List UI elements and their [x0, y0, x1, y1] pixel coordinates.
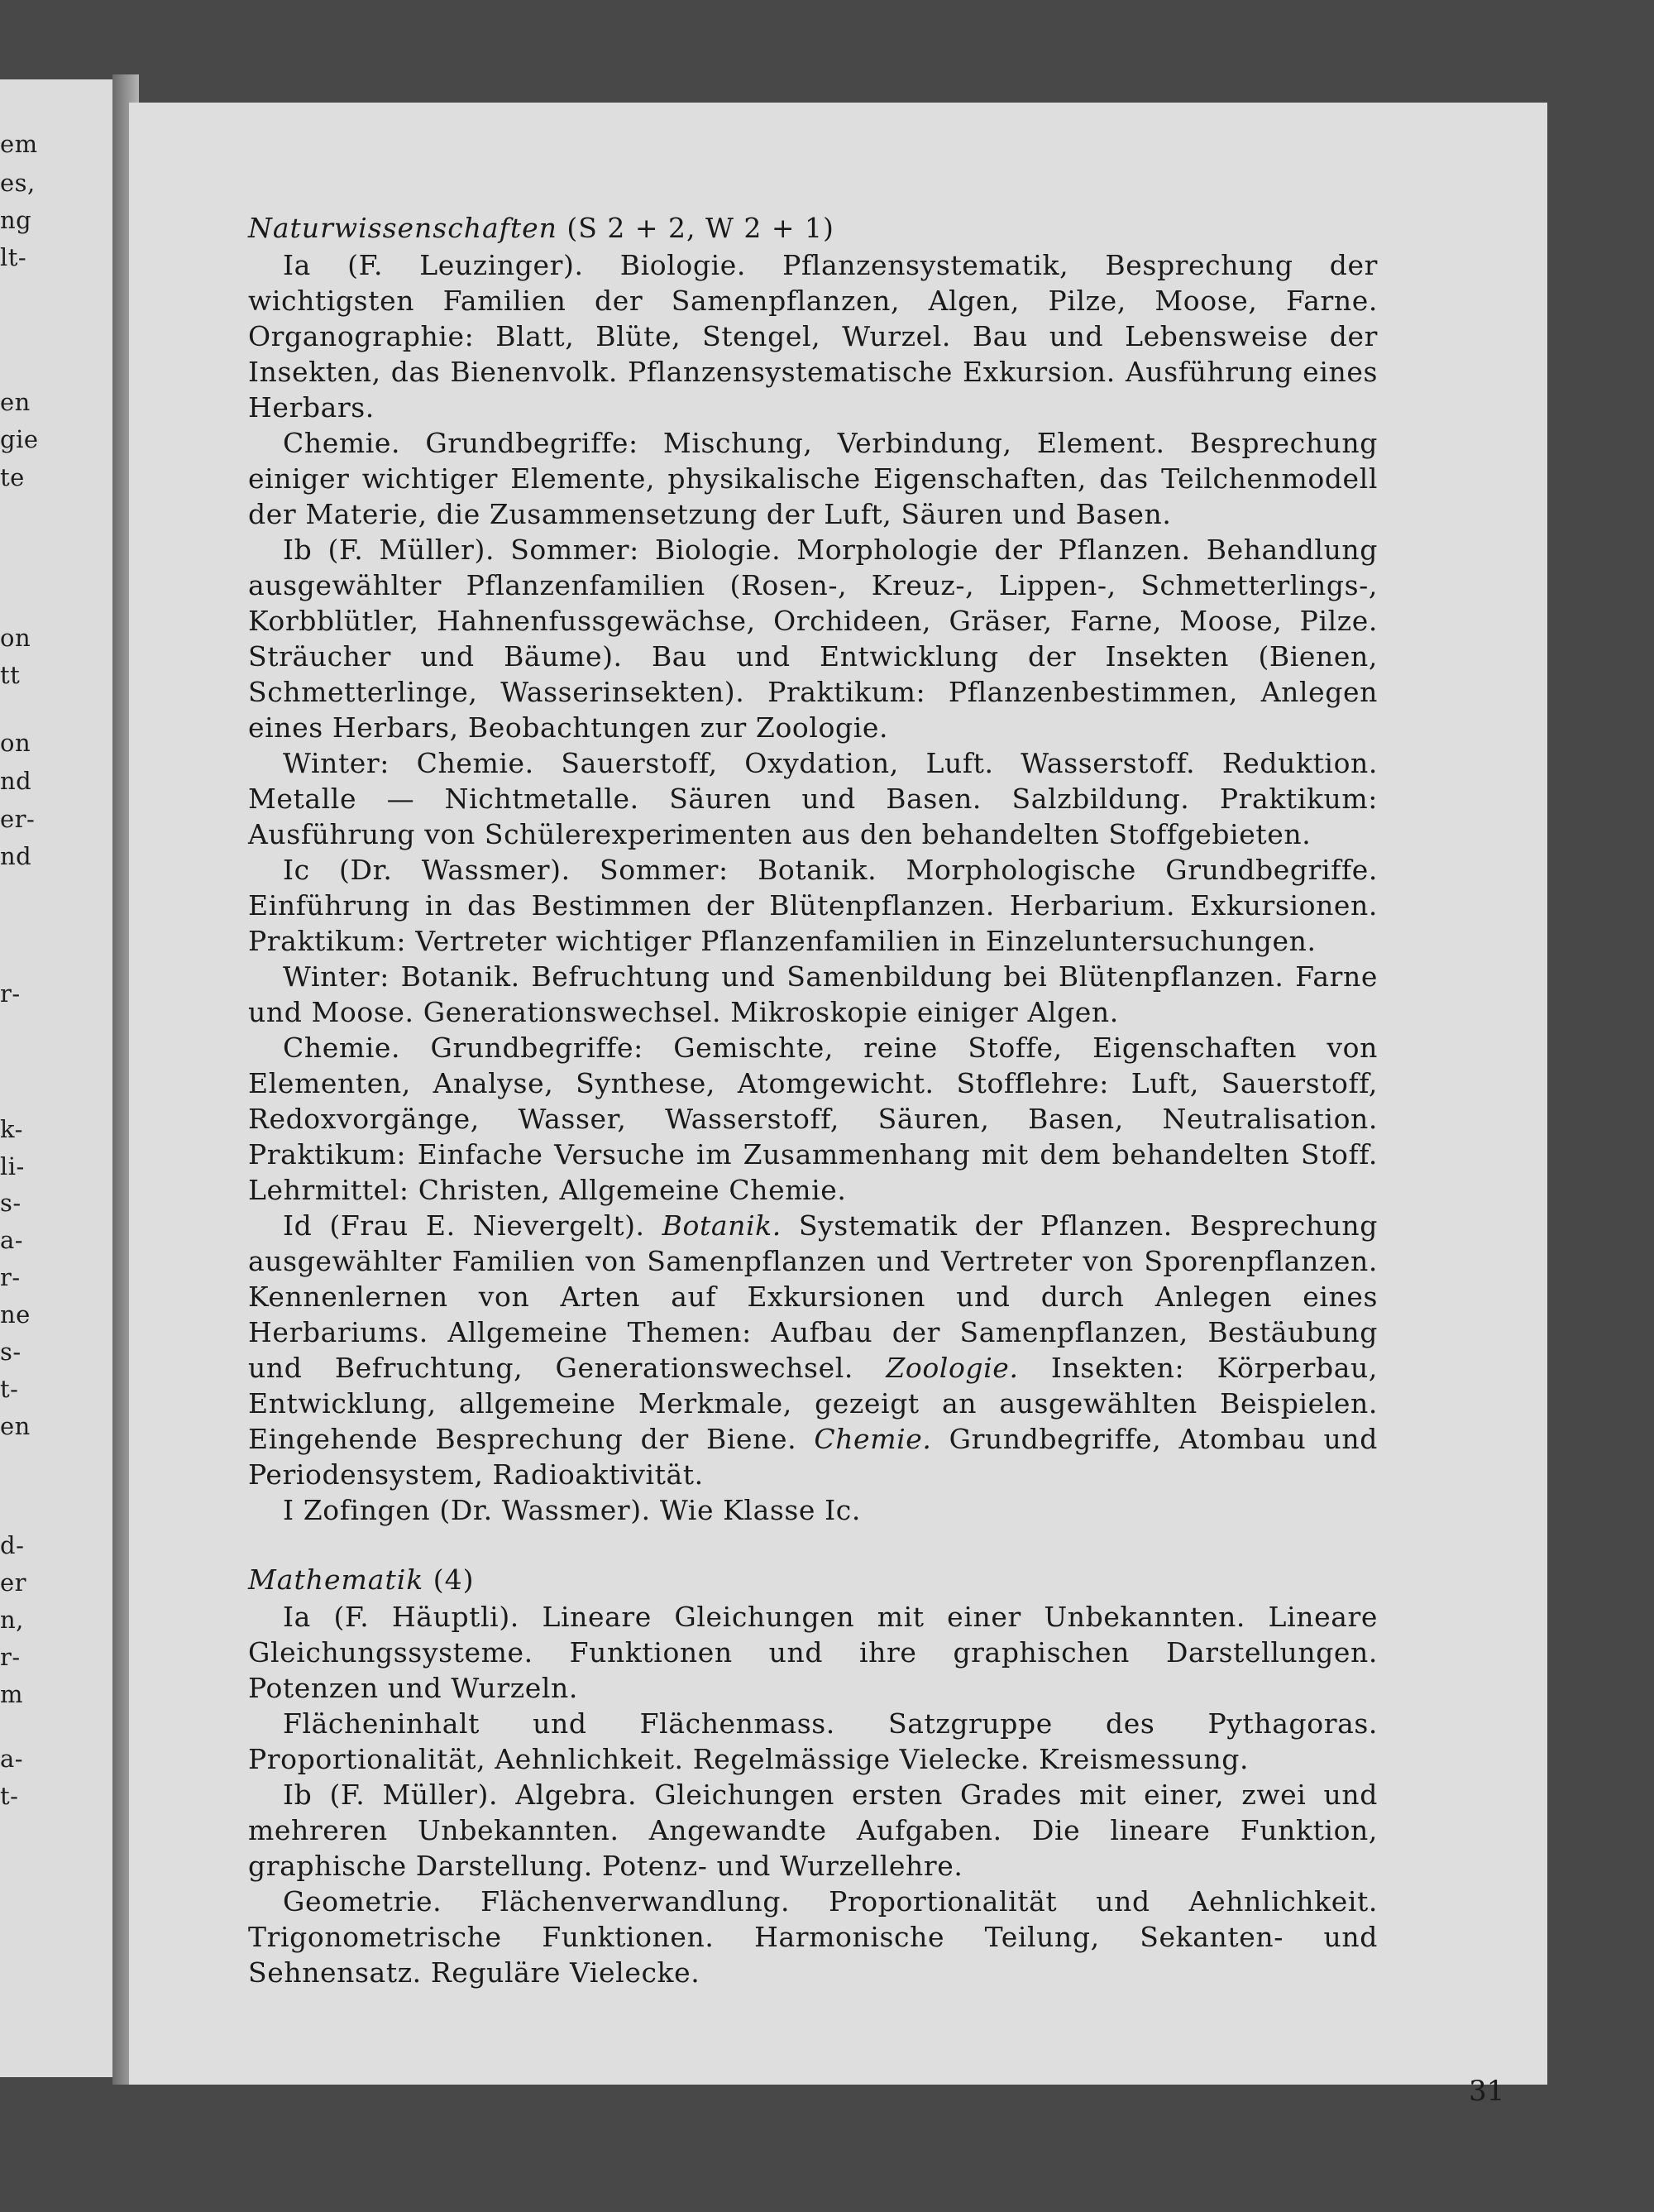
section-heading: [248, 209, 1378, 247]
left-margin-fragment: em: [0, 130, 38, 158]
paragraph-text: Winter: Botanik. Befruchtung und Samenbildung bei Blütenpflanzen. Farne und Moose. Generationswechsel. Mikroskopie einiger Algen.: [248, 960, 1378, 1028]
right-page: [129, 103, 1547, 2108]
left-margin-fragment: r-: [0, 979, 21, 1008]
left-margin-fragment: on: [0, 624, 31, 652]
left-page-edge: [0, 79, 112, 2077]
italic-subject: Zoologie.: [886, 1352, 1019, 1384]
left-margin-fragment: nd: [0, 842, 32, 870]
left-margin-fragment: n,: [0, 1606, 24, 1634]
section-title: Mathematik: [248, 1563, 424, 1596]
section-hours: (S 2 + 2, W 2 + 1): [557, 212, 834, 244]
paragraph-text: Ia (F. Häuptli). Lineare Gleichungen mit einer Unbekannten. Lineare Gleichungssysteme. Funktionen und ihre graphischen Darstellungen. Potenzen und Wurzeln.: [248, 1601, 1378, 1704]
page-number: 31: [1469, 2075, 1505, 2108]
paragraph: [248, 745, 1378, 852]
paragraph-text: Insekten: Körperbau, Entwicklung, allgemeine Merkmale, gezeigt an ausgewählten Beispielen. Eingehende Besprechung der Biene.: [248, 1352, 1378, 1455]
left-margin-fragment: d-: [0, 1531, 25, 1559]
paragraph: [248, 425, 1378, 532]
left-margin-fragment: ng: [0, 206, 32, 234]
left-margin-fragment: s-: [0, 1189, 22, 1217]
left-margin-fragment: tt: [0, 661, 21, 689]
section-heading: [248, 1561, 1378, 1599]
left-margin-fragment: on: [0, 729, 31, 757]
paragraph-text: Ib (F. Müller). Algebra. Gleichungen ersten Grades mit einer, zwei und mehreren Unbekannten. Angewandte Aufgaben. Die lineare Funktion, graphische Darstellung. Potenz- und Wurzellehre.: [248, 1779, 1378, 1882]
left-margin-fragment: en: [0, 388, 31, 416]
italic-subject: Botanik.: [662, 1209, 782, 1242]
paragraph-text: Id (Frau E. Nievergelt).: [283, 1209, 662, 1242]
section-gap: [248, 1528, 1378, 1561]
left-margin-fragment: nd: [0, 767, 32, 795]
paragraph-text: Ic (Dr. Wassmer). Sommer: Botanik. Morphologische Grundbegriffe. Einführung in das Bestimmen der Blütenpflanzen. Herbarium. Exkursionen. Praktikum: Vertreter wichtiger Pflanzenfamilien in Einzeluntersuchungen.: [248, 854, 1378, 957]
paragraph-text: Geometrie. Flächenverwandlung. Proportionalität und Aehnlichkeit. Trigonometrische Funktionen. Harmonische Teilung, Sekanten- und Sehnensatz. Reguläre Vielecke.: [248, 1885, 1378, 1989]
paragraph: [248, 1884, 1378, 1990]
paragraph: [248, 1706, 1378, 1777]
paragraph-text: Ib (F. Müller). Sommer: Biologie. Morphologie der Pflanzen. Behandlung ausgewählter Pflanzenfamilien (Rosen-, Kreuz-, Lippen-, Schmetterlings-, Korbblütler, Hahnenfussgewächse, Orchideen, Gräser, Farne, Moose, Pilze. Sträucher und Bäume). Bau und Entwicklung der Insekten (Bienen, Schmetterlinge, Wasserinsekten). Praktikum: Pflanzenbestimmen, Anlegen eines Herbars, Beobachtungen zur Zoologie.: [248, 534, 1378, 744]
left-margin-fragment: m: [0, 1680, 23, 1708]
left-margin-fragment: k-: [0, 1115, 23, 1143]
left-margin-fragment: gie: [0, 425, 39, 453]
paragraph: [248, 532, 1378, 745]
italic-subject: Chemie.: [814, 1423, 932, 1455]
paragraph-text: Grundbegriffe, Atombau und Periodensystem, Radioaktivität.: [248, 1423, 1378, 1491]
paragraph-text: I Zofingen (Dr. Wassmer). Wie Klasse Ic.: [283, 1494, 861, 1526]
paragraph: [248, 1208, 1378, 1492]
left-margin-fragment: er-: [0, 805, 36, 833]
section-hours: (4): [423, 1563, 475, 1596]
paragraph: [248, 959, 1378, 1030]
paragraph-text: Chemie. Grundbegriffe: Mischung, Verbindung, Element. Besprechung einiger wichtiger Elemente, physikalische Eigenschaften, das Teilchenmodell der Materie, die Zusammensetzung der Luft, Säuren und Basen.: [248, 427, 1378, 530]
left-margin-fragment: li-: [0, 1152, 25, 1180]
left-margin-fragment: r-: [0, 1643, 21, 1671]
paragraph: [248, 1777, 1378, 1884]
paragraph-text: Winter: Chemie. Sauerstoff, Oxydation, Luft. Wasserstoff. Reduktion. Metalle — Nichtmetalle. Säuren und Basen. Salzbildung. Praktikum: Ausführung von Schülerexperimenten aus den behandelten Stoffgebieten.: [248, 747, 1378, 850]
left-margin-fragment: en: [0, 1412, 31, 1440]
paragraph: [248, 852, 1378, 959]
left-margin-fragment: ne: [0, 1300, 31, 1329]
left-margin-fragment: a-: [0, 1226, 24, 1254]
left-margin-fragment: lt-: [0, 243, 27, 271]
left-margin-fragment: a-: [0, 1745, 24, 1773]
paragraph-text: Systematik der Pflanzen. Besprechung ausgewählter Familien von Samenpflanzen und Vertreter von Sporenpflanzen. Kennenlernen von Arten auf Exkursionen und durch Anlegen eines Herbariums. Allgemeine Themen: Aufbau der Samenpflanzen, Bestäubung und Befruchtung, Generationswechsel.: [248, 1209, 1378, 1384]
left-margin-fragment: s-: [0, 1338, 22, 1366]
paragraph: [248, 1492, 1378, 1528]
paragraph: [248, 247, 1378, 425]
paragraph-text: Chemie. Grundbegriffe: Gemischte, reine Stoffe, Eigenschaften von Elementen, Analyse, Synthese, Atomgewicht. Stofflehre: Luft, Sauerstoff, Redoxvorgänge, Wasser, Wasserstoff, Säuren, Basen, Neutralisation. Praktikum: Einfache Versuche im Zusammenhang mit dem behandelten Stoff. Lehrmittel: Christen, Allgemeine Chemie.: [248, 1032, 1378, 1206]
left-margin-fragment: te: [0, 463, 25, 491]
left-margin-fragment: t-: [0, 1375, 19, 1403]
paragraph: [248, 1030, 1378, 1208]
left-margin-fragment: es,: [0, 169, 36, 197]
left-margin-fragment: r-: [0, 1263, 21, 1291]
left-margin-fragment: er: [0, 1568, 27, 1597]
paragraph: [248, 1599, 1378, 1706]
paragraph-text: Ia (F. Leuzinger). Biologie. Pflanzensystematik, Besprechung der wichtigsten Familien der Samenpflanzen, Algen, Pilze, Moose, Farne. Organographie: Blatt, Blüte, Stengel, Wurzel. Bau und Lebensweise der Insekten, das Bienenvolk. Pflanzensystematische Exkursion. Ausführung eines Herbars.: [248, 249, 1378, 424]
left-margin-fragment: t-: [0, 1782, 19, 1810]
page-content: [248, 209, 1378, 1990]
section-title: Naturwissenschaften: [248, 212, 557, 244]
paragraph-text: Flächeninhalt und Flächenmass. Satzgruppe des Pythagoras. Proportionalität, Aehnlichkeit. Regelmässige Vielecke. Kreismessung.: [248, 1707, 1378, 1775]
